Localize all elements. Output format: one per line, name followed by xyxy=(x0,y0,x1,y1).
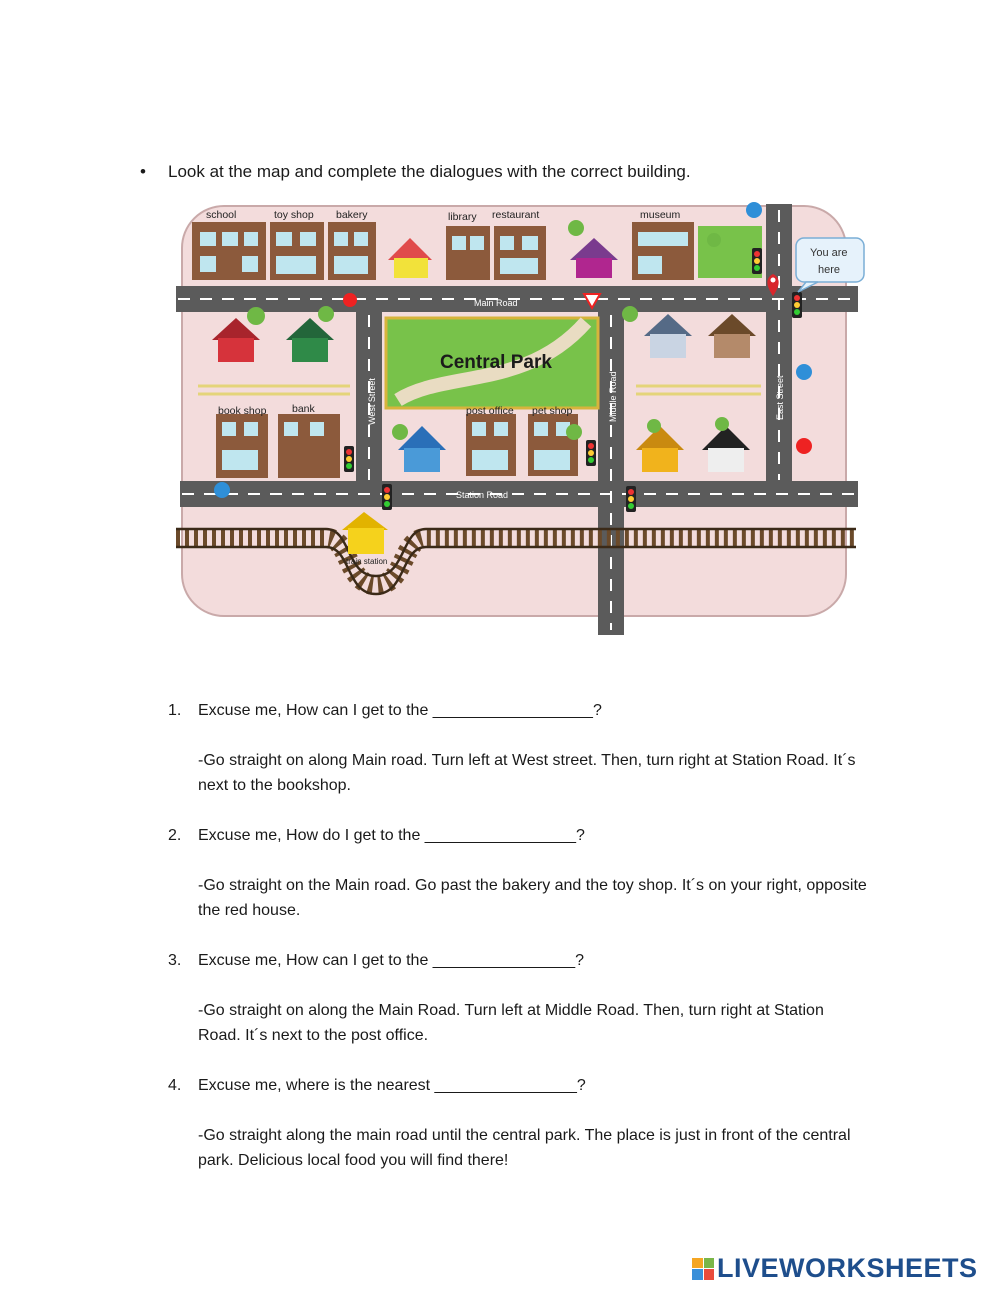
question-text: Excuse me, where is the nearest ________________? xyxy=(198,1077,586,1094)
question-item xyxy=(168,823,868,923)
question-number: 3. xyxy=(168,952,182,969)
logo-mark-icon xyxy=(692,1258,714,1280)
answer-text: -Go straight on the Main road. Go past the bakery and the toy shop. It´s on your right, opposite the red house. xyxy=(198,877,867,919)
library-building xyxy=(446,226,490,280)
instruction xyxy=(140,162,691,182)
question-number: 4. xyxy=(168,1077,182,1094)
bus-stop-sign-icon xyxy=(796,364,812,380)
label-bank: bank xyxy=(292,403,315,415)
bullet-icon: • xyxy=(140,162,146,181)
question-text: Excuse me, How do I get to the _________________? xyxy=(198,827,585,844)
label-library: library xyxy=(448,211,477,223)
label-bakery: bakery xyxy=(336,209,368,221)
label-post-office: post office xyxy=(466,405,514,417)
label-main-road: Main Road xyxy=(474,298,518,308)
label-middle-road: Middle Road xyxy=(608,371,618,422)
label-pet-shop: pet shop xyxy=(532,405,573,417)
stop-sign-icon xyxy=(796,438,812,454)
you-are-here-line1: You are xyxy=(810,247,848,259)
answer-text: -Go straight on along Main road. Turn left at West street. Then, turn right at Station Road. It´s next to the bookshop. xyxy=(198,752,856,794)
instruction-text: Look at the map and complete the dialogues with the correct building. xyxy=(168,162,691,181)
stop-sign-icon xyxy=(343,293,357,307)
town-map-svg xyxy=(176,200,866,640)
question-text: Excuse me, How can I get to the __________________? xyxy=(198,702,602,719)
label-restaurant: restaurant xyxy=(492,209,540,221)
label-station-road: Station Road xyxy=(456,490,509,500)
answer-text: -Go straight on along the Main Road. Turn left at Middle Road. Then, turn right at Station Road. It´s next to the post office. xyxy=(198,1002,824,1044)
label-museum: museum xyxy=(640,209,681,221)
you-are-here-line2: here xyxy=(818,264,841,276)
central-park xyxy=(386,318,598,408)
label-west-street: West Street xyxy=(367,378,377,425)
label-school: school xyxy=(206,209,237,221)
question-number: 1. xyxy=(168,702,182,719)
question-number: 2. xyxy=(168,827,182,844)
questions-list xyxy=(168,698,868,1198)
question-text: Excuse me, How can I get to the ________________? xyxy=(198,952,585,969)
logo-text: LIVEWORKSHEETS xyxy=(717,1253,978,1283)
town-map xyxy=(176,200,866,640)
label-east-street: East Street xyxy=(775,375,785,420)
answer-text: -Go straight along the main road until the central park. The place is just in front of the central park. Delicious local food you will find there! xyxy=(198,1127,851,1169)
question-item xyxy=(168,948,868,1048)
question-item xyxy=(168,698,868,798)
bus-stop-sign-icon xyxy=(746,202,762,218)
liveworksheets-logo xyxy=(692,1253,978,1284)
train-station-building xyxy=(348,528,384,554)
bus-stop-sign-icon xyxy=(214,482,230,498)
label-book-shop: book shop xyxy=(218,405,267,417)
label-train-station: train station xyxy=(346,557,388,566)
question-item xyxy=(168,1073,868,1173)
label-toy-shop: toy shop xyxy=(274,209,314,221)
central-park-label: Central Park xyxy=(440,352,552,373)
